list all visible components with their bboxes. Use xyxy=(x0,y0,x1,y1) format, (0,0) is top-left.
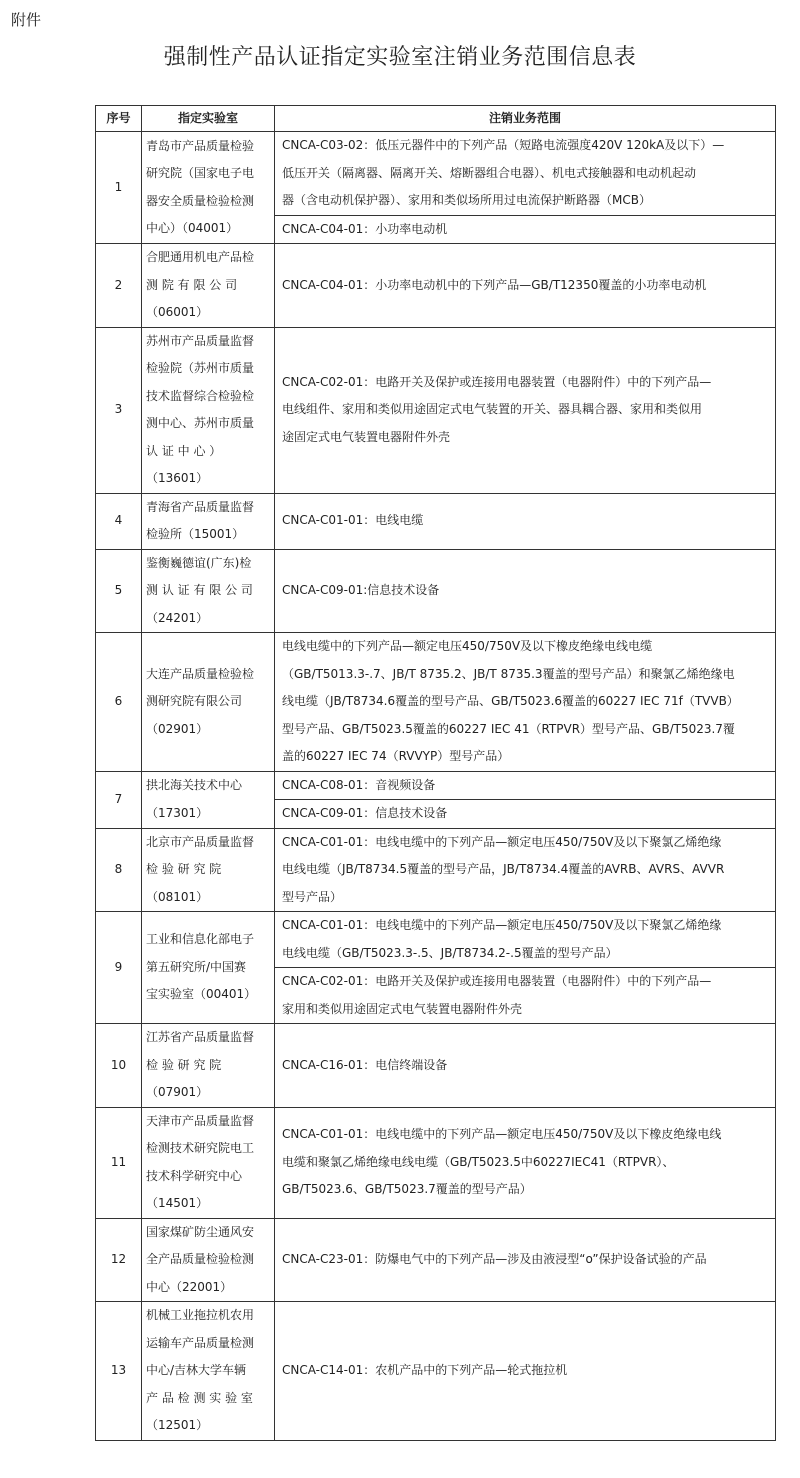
table-row xyxy=(96,1302,776,1441)
table-row xyxy=(96,549,776,633)
lab-name-line: 测研究院有限公司 xyxy=(146,694,243,708)
lab-name-line: （13601） xyxy=(146,471,209,485)
scope-line: CNCA-C01-01：电线电缆 xyxy=(282,513,424,528)
scope-line: 家用和类似用途固定式电气装置电器附件外壳 xyxy=(282,1001,523,1016)
scope-cell xyxy=(275,549,776,633)
scope-line: 线电缆（JB/T8734.6覆盖的型号产品、GB/T5023.6覆盖的60227 IEC 71f（TVVB） xyxy=(282,694,739,708)
scope-cell xyxy=(275,968,776,1024)
scope-line: CNCA-C09-01:信息技术设备 xyxy=(282,583,440,597)
table-row xyxy=(96,828,776,912)
column-header-scope: 注销业务范围 xyxy=(275,106,776,132)
lab-name-line: 合肥通用机电产品检 xyxy=(146,250,255,264)
table-row xyxy=(96,1024,776,1108)
lab-name-line: 技术监督综合检验检 xyxy=(146,388,255,403)
row-number: 6 xyxy=(96,633,142,772)
row-number: 1 xyxy=(96,132,142,244)
lab-name-cell xyxy=(142,132,275,244)
row-number: 11 xyxy=(96,1107,142,1218)
scope-cell xyxy=(275,1302,776,1441)
row-number: 13 xyxy=(96,1302,142,1441)
table-header-row xyxy=(96,106,776,132)
lab-name-line: 北京市产品质量监督 xyxy=(146,834,255,849)
scope-line: 电缆和聚氯乙烯绝缘电线电缆（GB/T5023.5中60227IEC41（RTPVR）、 xyxy=(282,1154,675,1169)
lab-name-line: 检测技术研究院电工 xyxy=(146,1141,255,1155)
scope-cell xyxy=(275,912,776,968)
lab-name-line: 国家煤矿防尘通风安 xyxy=(146,1224,255,1239)
lab-name-line: 检 验 研 究 院 xyxy=(146,1057,222,1072)
lab-name-cell xyxy=(142,1218,275,1302)
scope-line: 电线电缆中的下列产品—额定电压450/750V及以下橡皮绝缘电线电缆 xyxy=(282,639,653,653)
scope-line: CNCA-C09-01：信息技术设备 xyxy=(282,806,448,820)
row-number: 8 xyxy=(96,828,142,912)
scope-line: 低压开关（隔离器、隔离开关、熔断器组合电器）、机电式接触器和电动机起动 xyxy=(282,165,697,180)
lab-name-line: 测 认 证 有 限 公 司 xyxy=(146,583,253,597)
scope-cell xyxy=(275,327,776,493)
lab-name-line: 工业和信息化部电子 xyxy=(146,932,255,947)
lab-name-cell xyxy=(142,771,275,828)
scope-line: CNCA-C08-01：音视频设备 xyxy=(282,777,436,792)
deregistration-table xyxy=(95,105,776,1441)
lab-name-line: 江苏省产品质量监督 xyxy=(146,1030,255,1044)
lab-name-cell xyxy=(142,1107,275,1218)
table-row xyxy=(96,327,776,493)
scope-cell xyxy=(275,215,776,244)
scope-line: （GB/T5013.3-.7、JB/T 8735.2、JB/T 8735.3覆盖的型号产品）和聚氯乙烯绝缘电 xyxy=(282,666,735,681)
scope-line: CNCA-C14-01：农机产品中的下列产品—轮式拖拉机 xyxy=(282,1363,568,1377)
scope-line: GB/T5023.6、GB/T5023.7覆盖的型号产品） xyxy=(282,1182,532,1197)
table-row xyxy=(96,132,776,216)
scope-line: 盖的60227 IEC 74（RVVYP）型号产品） xyxy=(282,749,510,763)
lab-name-line: 认 证 中 心 ） xyxy=(146,443,222,458)
lab-name-line: 中心）（04001） xyxy=(146,221,239,235)
table-row xyxy=(96,493,776,549)
scope-cell xyxy=(275,1024,776,1108)
lab-name-line: 测中心、苏州市质量 xyxy=(146,416,255,430)
row-number: 5 xyxy=(96,549,142,633)
lab-name-line: （07901） xyxy=(146,1085,209,1099)
table-body xyxy=(96,132,776,1441)
lab-name-line: 宝实验室（00401） xyxy=(146,987,257,1002)
lab-name-cell xyxy=(142,1302,275,1441)
table-row xyxy=(96,771,776,800)
lab-name-line: 测 院 有 限 公 司 xyxy=(146,277,238,292)
scope-line: CNCA-C01-01：电线电缆中的下列产品—额定电压450/750V及以下橡皮绝缘电线 xyxy=(282,1127,722,1142)
row-number: 12 xyxy=(96,1218,142,1302)
scope-line: CNCA-C16-01：电信终端设备 xyxy=(282,1057,448,1072)
lab-name-line: 检验所（15001） xyxy=(146,527,245,541)
lab-name-cell xyxy=(142,493,275,549)
lab-name-cell xyxy=(142,633,275,772)
table-row xyxy=(96,1107,776,1218)
lab-name-line: 机械工业拖拉机农用 xyxy=(146,1308,255,1322)
row-number: 2 xyxy=(96,244,142,328)
scope-line: CNCA-C02-01：电路开关及保护或连接用电器装置（电器附件）中的下列产品— xyxy=(282,974,712,988)
table-row xyxy=(96,244,776,328)
lab-name-line: （14501） xyxy=(146,1196,209,1210)
row-number: 3 xyxy=(96,327,142,493)
lab-name-line: （06001） xyxy=(146,305,209,319)
lab-name-line: 检验院（苏州市质量 xyxy=(146,361,255,375)
row-number: 4 xyxy=(96,493,142,549)
scope-cell xyxy=(275,800,776,829)
table-row xyxy=(96,633,776,772)
scope-line: CNCA-C03-02：低压元器件中的下列产品（短路电流强度420V 120kA及以下）— xyxy=(282,138,725,152)
lab-name-cell xyxy=(142,1024,275,1108)
row-number: 7 xyxy=(96,771,142,828)
lab-name-line: （08101） xyxy=(146,889,209,904)
row-number: 10 xyxy=(96,1024,142,1108)
lab-name-cell xyxy=(142,828,275,912)
scope-cell xyxy=(275,633,776,772)
scope-cell xyxy=(275,244,776,328)
scope-line: CNCA-C01-01：电线电缆中的下列产品—额定电压450/750V及以下聚氯乙烯绝缘 xyxy=(282,834,722,849)
scope-cell xyxy=(275,771,776,800)
lab-name-cell xyxy=(142,912,275,1024)
scope-cell xyxy=(275,1218,776,1302)
scope-line: 途固定式电气装置电器附件外壳 xyxy=(282,429,451,444)
scope-line: 型号产品、GB/T5023.5覆盖的60227 IEC 41（RTPVR）型号产品、GB/T5023.7覆 xyxy=(282,721,735,736)
lab-name-cell xyxy=(142,327,275,493)
lab-name-line: 第五研究所/中国赛 xyxy=(146,959,247,974)
scope-cell xyxy=(275,132,776,216)
scope-cell xyxy=(275,493,776,549)
table-row xyxy=(96,1218,776,1302)
lab-name-line: （17301） xyxy=(146,805,209,820)
lab-name-cell xyxy=(142,549,275,633)
page-title: 强制性产品认证指定实验室注销业务范围信息表 xyxy=(163,45,637,70)
scope-line: 器（含电动机保护器）、家用和类似场所用过电流保护断路器（MCB） xyxy=(282,193,651,207)
lab-name-line: 青海省产品质量监督 xyxy=(146,499,255,514)
table-row xyxy=(96,912,776,968)
scope-line: CNCA-C02-01：电路开关及保护或连接用电器装置（电器附件）中的下列产品— xyxy=(282,374,712,389)
scope-line: 型号产品） xyxy=(282,889,343,904)
column-header-lab: 指定实验室 xyxy=(142,106,275,132)
scope-line: CNCA-C04-01：小功率电动机 xyxy=(282,221,448,236)
column-header-no: 序号 xyxy=(96,106,142,132)
scope-cell xyxy=(275,828,776,912)
attachment-label: 附件 xyxy=(11,11,42,29)
lab-name-line: （12501） xyxy=(146,1418,209,1432)
scope-cell xyxy=(275,1107,776,1218)
lab-name-cell xyxy=(142,244,275,328)
scope-line: CNCA-C23-01：防爆电气中的下列产品—涉及由液浸型“o”保护设备试验的产品 xyxy=(282,1252,707,1266)
lab-name-line: 全产品质量检验检测 xyxy=(146,1252,255,1266)
scope-line: 电线组件、家用和类似用途固定式电气装置的开关、器具耦合器、家用和类似用 xyxy=(282,402,703,417)
lab-name-line: 检 验 研 究 院 xyxy=(146,862,222,876)
row-number: 9 xyxy=(96,912,142,1024)
lab-name-line: 天津市产品质量监督 xyxy=(146,1113,255,1128)
lab-name-line: 拱北海关技术中心 xyxy=(146,778,243,792)
lab-name-line: 运输车产品质量检测 xyxy=(146,1335,255,1350)
lab-name-line: 研究院（国家电子电 xyxy=(146,166,255,180)
lab-name-line: 大连产品质量检验检 xyxy=(146,666,255,681)
lab-name-line: 青岛市产品质量检验 xyxy=(146,138,255,153)
scope-line: 电线电缆（JB/T8734.5覆盖的型号产品，JB/T8734.4覆盖的AVRB、AVRS、AVVR xyxy=(282,862,725,876)
scope-line: CNCA-C01-01：电线电缆中的下列产品—额定电压450/750V及以下聚氯乙烯绝缘 xyxy=(282,918,722,932)
lab-name-line: （02901） xyxy=(146,721,209,736)
lab-name-line: 中心（22001） xyxy=(146,1279,233,1294)
lab-name-line: 中心/吉林大学车辆 xyxy=(146,1363,247,1377)
lab-name-line: 苏州市产品质量监督 xyxy=(146,333,255,348)
lab-name-line: 技术科学研究中心 xyxy=(146,1168,243,1183)
lab-name-line: （24201） xyxy=(146,610,209,625)
lab-name-line: 产 品 检 测 实 验 室 xyxy=(146,1390,253,1405)
lab-name-line: 鉴衡巍德谊(广东)检 xyxy=(146,555,252,570)
lab-name-line: 器安全质量检验检测 xyxy=(146,193,255,208)
scope-line: CNCA-C04-01：小功率电动机中的下列产品—GB/T12350覆盖的小功率电动机 xyxy=(282,277,707,292)
scope-line: 电线电缆（GB/T5023.3-.5、JB/T8734.2-.5覆盖的型号产品） xyxy=(282,945,618,960)
